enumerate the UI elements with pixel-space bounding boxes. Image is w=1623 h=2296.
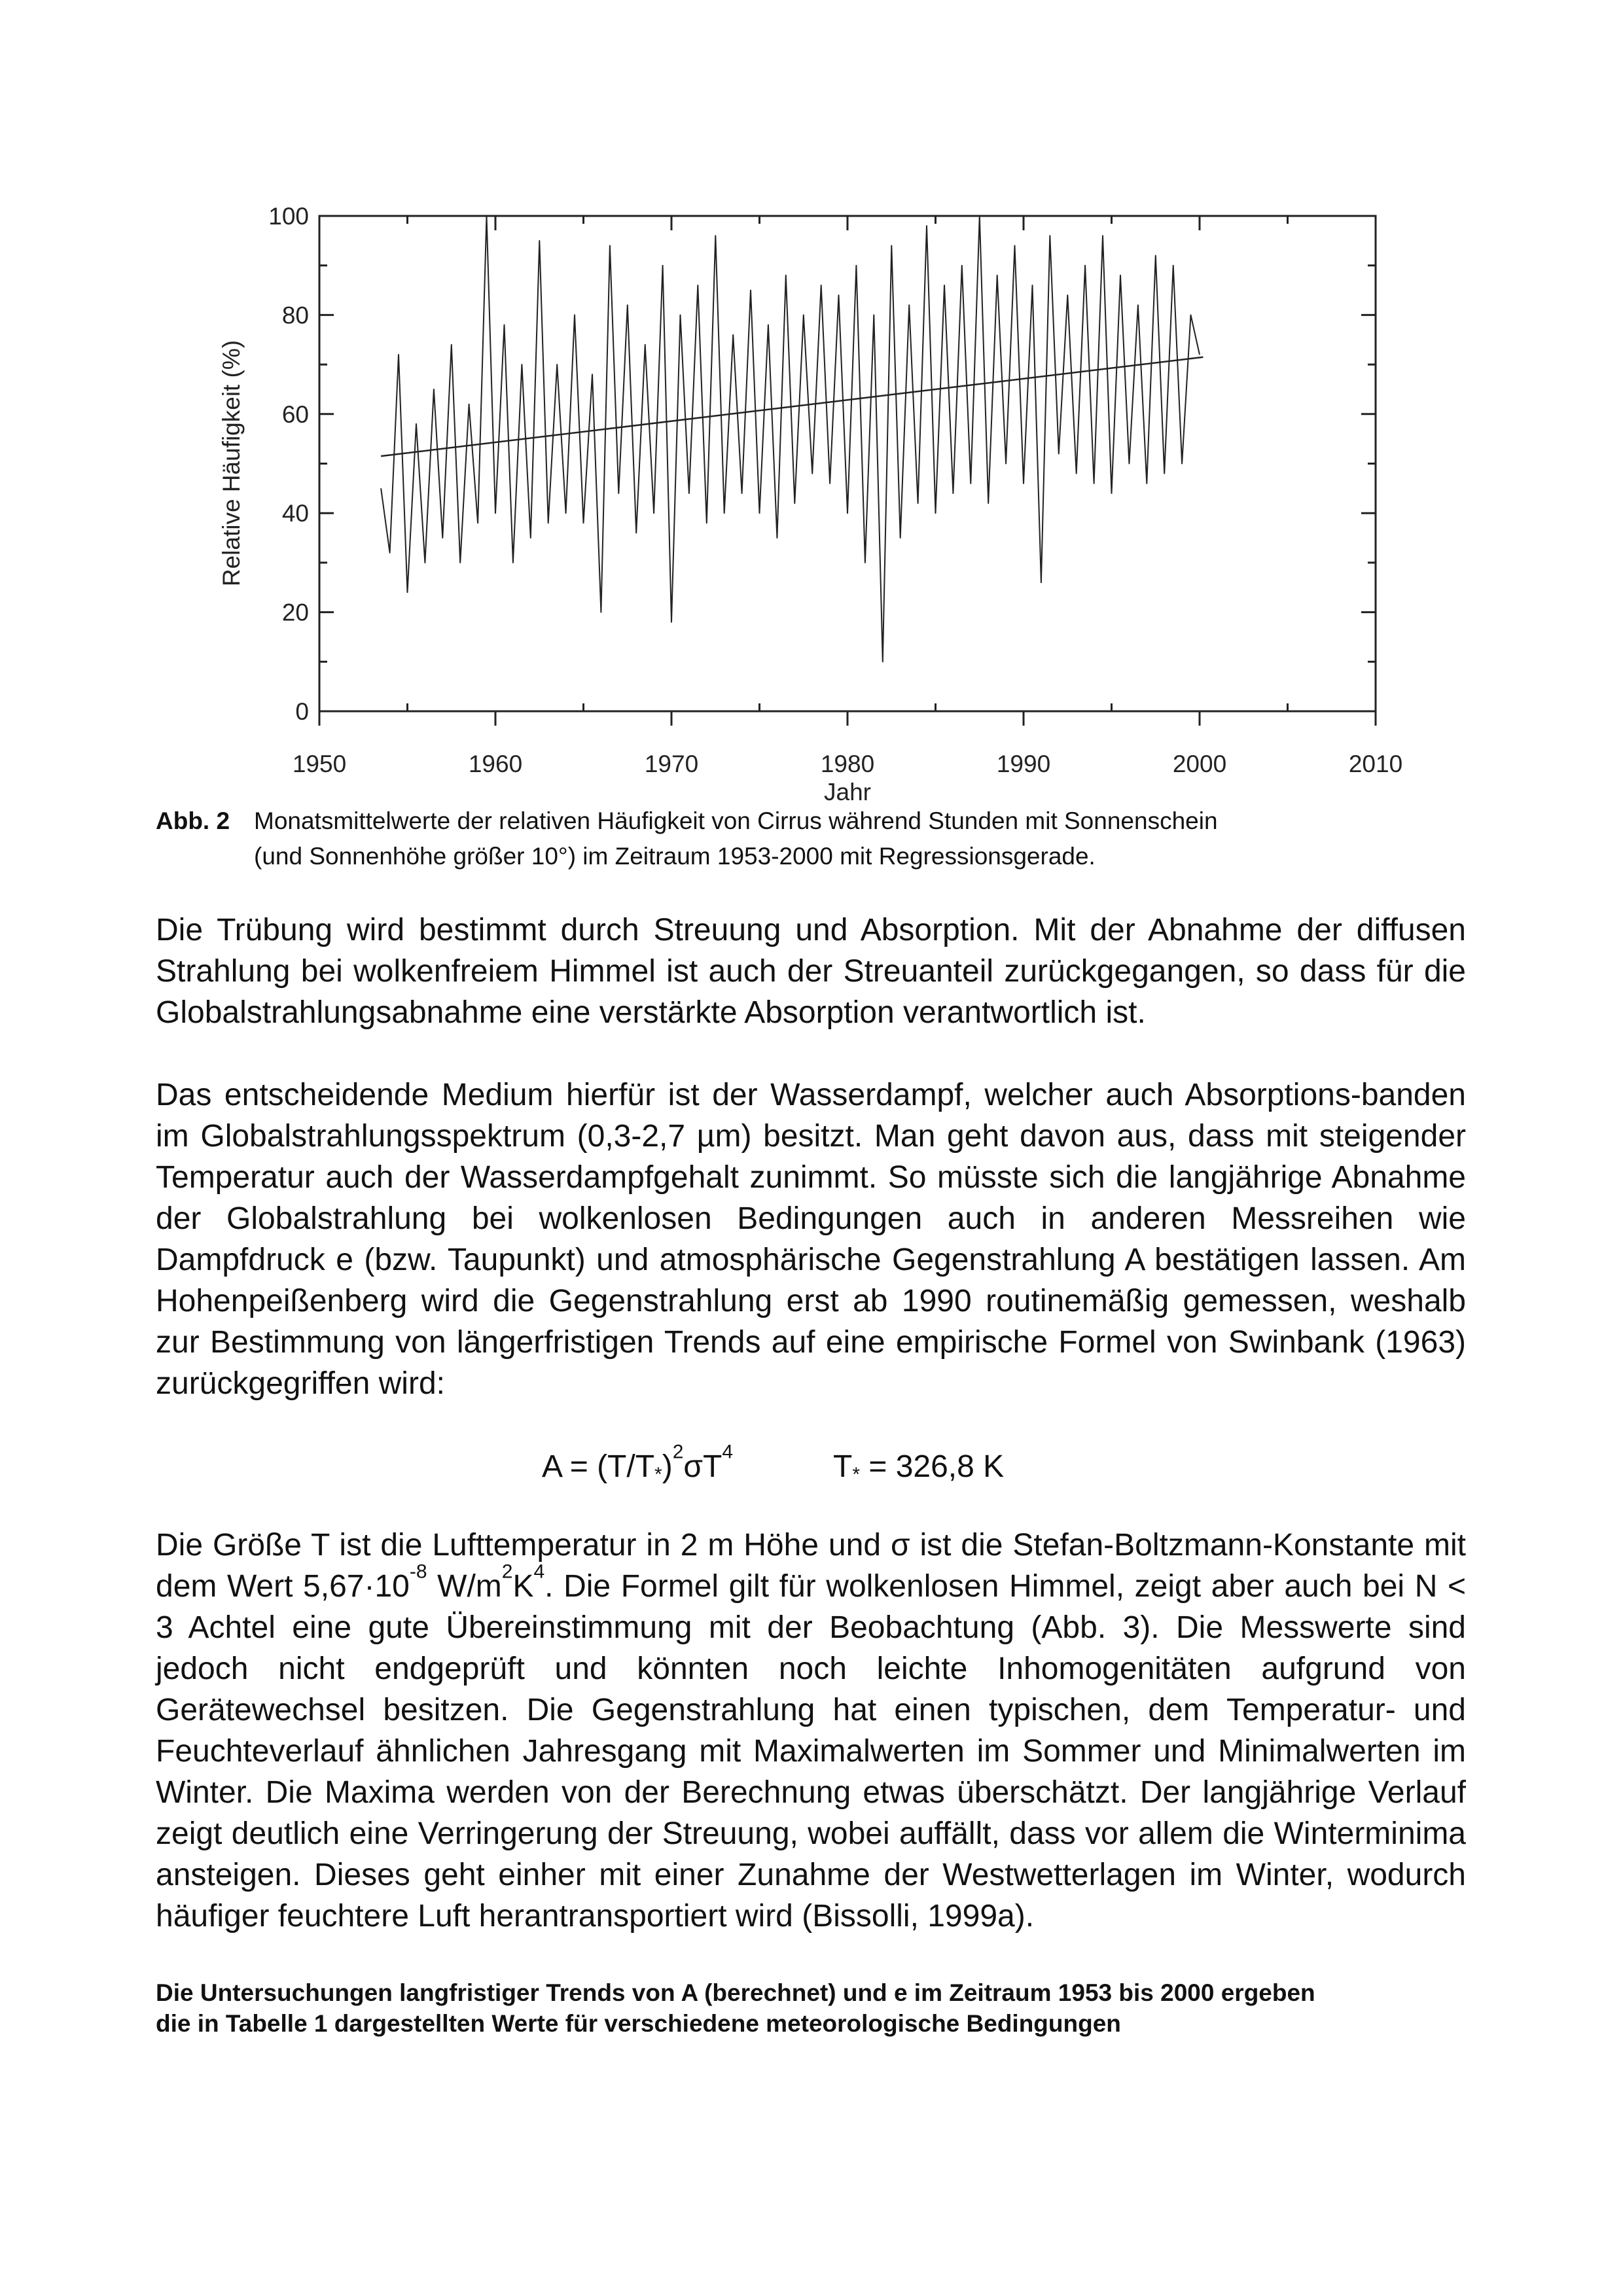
monthly-mean-series bbox=[381, 216, 1200, 662]
plot-frame bbox=[319, 216, 1376, 711]
formula-part-c: σT bbox=[683, 1449, 722, 1484]
x-tick-label-2010: 2010 bbox=[1348, 751, 1403, 777]
y-axis-ticks bbox=[268, 203, 1376, 725]
y-tick-label-40: 40 bbox=[281, 500, 309, 527]
x-tick-label-1990: 1990 bbox=[996, 751, 1051, 777]
body-text bbox=[156, 910, 1466, 1404]
p3-part-3: K bbox=[512, 1569, 534, 1604]
paragraph-2: Das entscheidende Medium hierfür ist der Wasserdampf, welcher auch Absorptions-banden im Globalstrahlungsspektrum (0,3-2,7 µm) besitzt. Man geht davon aus, dass mit steigender Temperatur auch der Wasserdampfgehalt zunimmt. So müsste sich die langjährige Abnahme der Globalstrahlung bei wolkenlosen Bedingungen auch in anderen Messreihen wie Dampfdruck e (bzw. Taupunkt) und atmosphärische Gegenstrahlung A bestätigen lassen. Am Hohenpeißenberg wird die Gegenstrahlung erst ab 1990 routinemäßig gemessen, weshalb zur Bestimmung von längerfristigen Trends auf eine empirische Formel von Swinbank (1963) zurückgegriffen wird: bbox=[156, 1078, 1466, 1401]
formula-exponent-2: 2 bbox=[672, 1441, 684, 1463]
formula-part-e: = 326,8 K bbox=[860, 1449, 1005, 1484]
formula-equation bbox=[542, 1441, 734, 1487]
x-tick-label-1970: 1970 bbox=[644, 751, 699, 777]
p3-part-4: . Die Formel gilt für wolkenlosen Himmel, zeigt aber auch bei N < 3 Achtel eine gute Übereinstimmung mit der Beobachtung (Abb. 3). Die Messwerte sind jedoch nicht endgeprüft und könnten noch leichte Inhomogenitäten aufgrund von Gerätewechsel besitzen. Die Gegenstrahlung hat einen typischen, dem Temperatur- und Feuchteverlauf ähnlichen Jahresgang mit Maximalwerten im Sommer und Minimalwerten im Winter. Die Maxima werden von der Berechnung etwas überschätzt. Der langjährige Verlauf zeigt deutlich eine Verringerung der Streuung, wobei auffällt, dass vor allem die Winterminima ansteigen. Dieses geht einher mit einer Zunahme der Westwetterlagen im Winter, wodurch häufiger feuchtere Luft herantransportiert wird (Bissolli, 1999a). bbox=[156, 1569, 1466, 1934]
bold-note-line-2: die in Tabelle 1 dargestellten Werte für verschiedene meteorologische Bedingungen bbox=[156, 2010, 1121, 2037]
y-tick-label-100: 100 bbox=[268, 203, 309, 230]
p3-part-2: W/m bbox=[427, 1569, 502, 1604]
cirrus-frequency-chart bbox=[0, 0, 1623, 805]
bold-note bbox=[156, 1977, 1491, 2039]
x-tick-label-1960: 1960 bbox=[468, 751, 523, 777]
formula-part-d: T bbox=[833, 1449, 853, 1484]
y-tick-label-80: 80 bbox=[281, 302, 309, 329]
p3-exp-2: 2 bbox=[501, 1561, 513, 1583]
formula-star: * bbox=[654, 1464, 662, 1485]
bold-note-line-1: Die Untersuchungen langfristiger Trends von A (berechnet) und e im Zeitraum 1953 bis 2000 ergeben bbox=[156, 1979, 1315, 2006]
formula-part-b: ) bbox=[662, 1449, 673, 1484]
formula-exponent-4: 4 bbox=[722, 1441, 734, 1463]
paragraph-1: Die Trübung wird bestimmt durch Streuung und Absorption. Mit der Abnahme der diffusen Strahlung bei wolkenfreiem Himmel ist auch der Streuanteil zurückgegangen, so dass für die Globalstrahlungsabnahme eine verstärkte Absorption verantwortlich ist. bbox=[156, 913, 1466, 1030]
caption-line-2: (und Sonnenhöhe größer 10°) im Zeitraum 1953-2000 mit Regressionsgerade. bbox=[254, 843, 1096, 870]
x-tick-label-2000: 2000 bbox=[1172, 751, 1227, 777]
body-text-2 bbox=[156, 1525, 1466, 1937]
formula-star-2: * bbox=[852, 1464, 861, 1485]
figure-caption bbox=[156, 804, 1399, 874]
p3-exp-3: 4 bbox=[533, 1561, 545, 1583]
caption-line-1: Monatsmittelwerte der relativen Häufigkeit von Cirrus während Stunden mit Sonnenschein bbox=[254, 807, 1218, 834]
p3-exp-1: -8 bbox=[409, 1561, 427, 1583]
y-tick-label-60: 60 bbox=[281, 400, 309, 428]
paragraph-3 bbox=[156, 1525, 1466, 1937]
formula-part-a: A = (T/T bbox=[542, 1449, 655, 1484]
x-tick-label-1950: 1950 bbox=[292, 751, 347, 777]
formula-constant bbox=[833, 1446, 1004, 1487]
series-layer bbox=[381, 216, 1203, 662]
p3-part-1: Die Größe T ist die Lufttemperatur in 2 m Höhe und σ ist die Stefan-Boltzmann-Konstante mit dem Wert 5,67·10 bbox=[156, 1528, 1466, 1604]
y-axis-label: Relative Häufigkeit (%) bbox=[218, 340, 245, 587]
caption-label: Abb. 2 bbox=[156, 807, 230, 834]
x-axis-label: Jahr bbox=[824, 779, 871, 805]
x-tick-label-1980: 1980 bbox=[820, 751, 875, 777]
y-tick-label-0: 0 bbox=[295, 698, 309, 725]
y-tick-label-20: 20 bbox=[281, 599, 309, 626]
